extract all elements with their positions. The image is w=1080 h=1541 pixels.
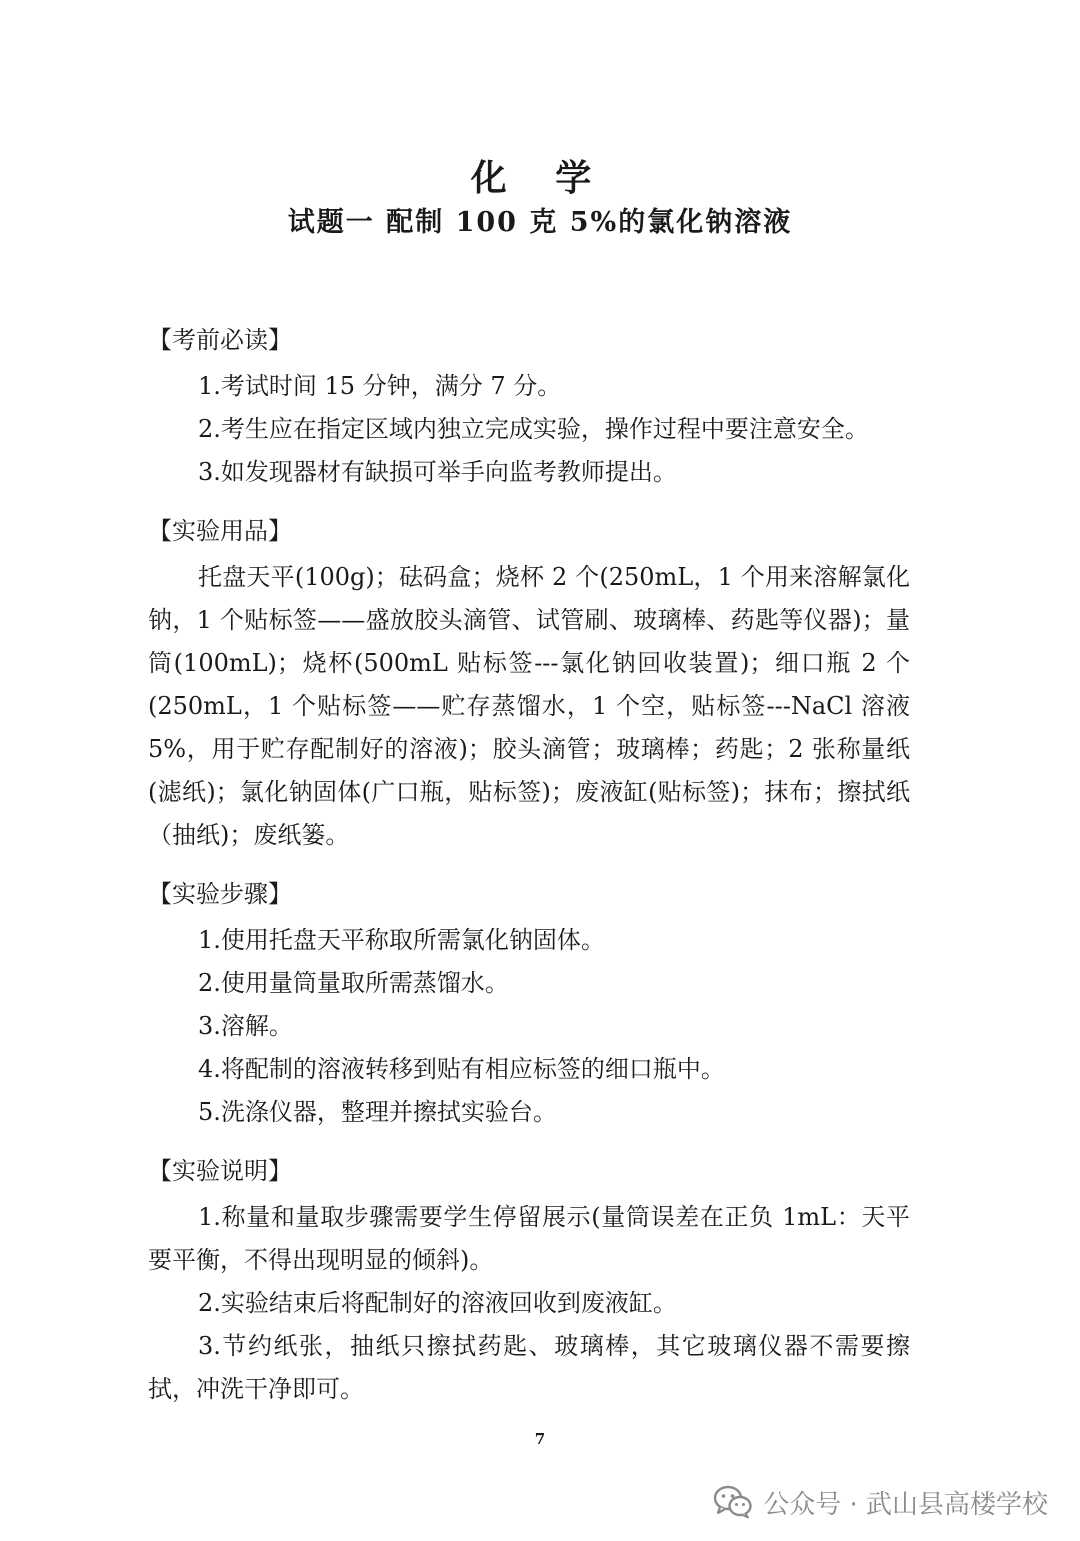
section-heading-notes: 【实验说明】 — [148, 1157, 292, 1185]
section-heading-steps: 【实验步骤】 — [148, 880, 292, 908]
list-item: 1.考试时间 15 分钟，满分 7 分。 — [198, 372, 562, 400]
section-heading-materials: 【实验用品】 — [148, 517, 292, 545]
list-item: 3.如发现器材有缺损可举手向监考教师提出。 — [198, 458, 677, 486]
watermark-text: 公众号 · 武山县高楼学校 — [763, 1489, 1048, 1520]
section-heading-exam-notice: 【考前必读】 — [148, 326, 292, 354]
document-body — [148, 315, 910, 1411]
watermark — [713, 1480, 1048, 1524]
list-item: 5.洗涤仪器，整理并擦拭实验台。 — [198, 1098, 557, 1126]
wechat-icon — [713, 1485, 753, 1519]
note-paragraph: 3.节约纸张，抽纸只擦拭药匙、玻璃棒，其它玻璃仪器不需要擦拭，冲洗干净即可。 — [148, 1332, 910, 1403]
page-number: 7 — [534, 1430, 546, 1448]
list-item: 4.将配制的溶液转移到贴有相应标签的细口瓶中。 — [198, 1055, 725, 1083]
materials-paragraph: 托盘天平(100g)；砝码盒；烧杯 2 个(250mL，1 个用来溶解氯化钠，1 个贴标签——盛放胶头滴管、试管刷、玻璃棒、药匙等仪器)；量筒(100mL)；烧杯(500mL 贴标签---氯化钠回收装置)；细口瓶 2 个(250mL，1 个贴标签——贮存蒸馏水，1 个空，贴标签---NaCl 溶液 5%，用于贮存配制好的溶液)；胶头滴管；玻璃棒；药匙；2 张称量纸(滤纸)；氯化钠固体(广口瓶，贴标签)；废液缸(贴标签)；抹布；擦拭纸（抽纸)；废纸篓。 — [148, 563, 910, 849]
page-subtitle: 试题一 配制 100 克 5%的氯化钠溶液 — [287, 207, 793, 238]
page-title: 化 学 — [470, 157, 610, 199]
note-paragraph: 1.称量和量取步骤需要学生停留展示(量筒误差在正负 1mL：天平要平衡，不得出现明显的倾斜)。 — [148, 1203, 910, 1274]
list-item: 2.考生应在指定区域内独立完成实验，操作过程中要注意安全。 — [198, 415, 869, 443]
list-item: 3.溶解。 — [198, 1012, 293, 1040]
list-item: 1.使用托盘天平称取所需氯化钠固体。 — [198, 926, 605, 954]
list-item: 2.使用量筒量取所需蒸馏水。 — [198, 969, 509, 997]
note-paragraph: 2.实验结束后将配制好的溶液回收到废液缸。 — [198, 1289, 677, 1317]
